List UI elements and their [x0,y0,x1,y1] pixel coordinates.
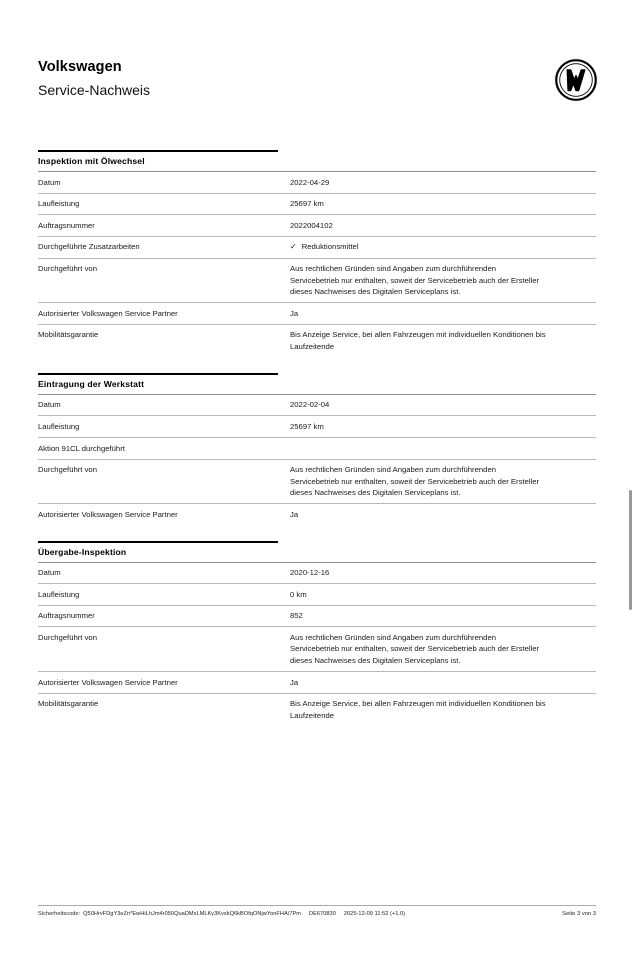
row-value-checked [290,236,596,258]
row-label: Auftragsnummer [38,611,95,621]
table-row [38,258,596,303]
table-row [38,672,596,694]
row-value-block [290,324,596,357]
row-label: Durchgeführt von [38,465,97,475]
scrollbar[interactable] [629,490,632,610]
row-value-line: Servicebetrieb nur enthalten, soweit der Servicebetrieb auch der Ersteller [290,476,540,486]
checkmark-icon: ✓ [290,242,297,252]
row-value-block [290,459,596,504]
section-title: Übergabe-Inspektion [38,546,127,557]
table-row [38,193,596,215]
row-value: Ja [290,308,299,318]
footer-page-number: Seite 3 von 3 [562,911,596,917]
document-footer [38,905,596,917]
row-value: 25697 km [290,421,324,431]
footer-document-id: DE670830 [309,911,336,917]
row-label: Laufleistung [38,421,80,431]
row-value: Ja [290,677,299,687]
row-label: Durchgeführt von [38,264,97,274]
row-label: Mobilitätsgarantie [38,699,99,709]
table-row [38,504,596,525]
row-value-line: Aus rechtlichen Gründen sind Angaben zum durchführenden [290,264,496,274]
document-body [38,150,596,742]
row-label: Datum [38,568,61,578]
section-table [38,171,596,357]
brand-name: Volkswagen [38,59,122,75]
row-value-line: Bis Anzeige Service, bei allen Fahrzeugen mit individuellen Konditionen bis [290,330,546,340]
row-value-line: Bis Anzeige Service, bei allen Fahrzeugen mit individuellen Konditionen bis [290,699,546,709]
table-row [38,236,596,258]
row-value-line: Aus rechtlichen Gründen sind Angaben zum durchführenden [290,465,496,475]
row-value: 0 km [290,589,307,599]
row-value-line: Laufzeitende [290,341,335,351]
section-heading-rule [38,541,278,562]
row-value-line: Aus rechtlichen Gründen sind Angaben zum durchführenden [290,632,496,642]
table-row [38,172,596,194]
section-heading-rule [38,150,278,171]
footer-code-value: Q50HrvFDgY3eZn*EwHiLhJm4r050QuaDMxLMLKy3KvxkQ6kBOfqONjwYonFHA/7Pm [83,911,302,917]
table-row [38,324,596,357]
table-row [38,693,596,726]
document-subtitle: Service-Nachweis [38,82,151,99]
row-value-block [290,627,596,672]
table-row [38,416,596,438]
table-row [38,459,596,504]
row-value-line: Servicebetrieb nur enthalten, soweit der Servicebetrieb auch der Ersteller [290,644,540,654]
row-label: Autorisierter Volkswagen Service Partner [38,308,178,318]
row-value-line: dieses Nachweises des Digitalen Serviceplans ist. [290,655,461,665]
row-label: Laufleistung [38,589,80,599]
vw-logo-icon [554,58,598,102]
row-label: Autorisierter Volkswagen Service Partner [38,509,178,519]
row-value-line: Servicebetrieb nur enthalten, soweit der Servicebetrieb auch der Ersteller [290,275,540,285]
row-label: Mobilitätsgarantie [38,330,99,340]
table-row [38,627,596,672]
section-heading-rule [38,373,278,394]
footer-code-label: Sicherheitscode: [38,911,81,917]
footer-timestamp: 2025-12-09 11:52 (+1.0) [343,911,406,917]
row-value: Ja [290,509,299,519]
row-value-line: dieses Nachweises des Digitalen Serviceplans ist. [290,287,461,297]
row-value-block [290,258,596,303]
row-label: Durchgeführte Zusatzarbeiten [38,242,140,252]
row-value-line: dieses Nachweises des Digitalen Serviceplans ist. [290,488,461,498]
row-label: Durchgeführt von [38,632,97,642]
row-label: Laufleistung [38,199,80,209]
table-row [38,438,596,460]
row-value: 2022-02-04 [290,400,330,410]
section-title: Inspektion mit Ölwechsel [38,156,145,166]
row-value-line: Laufzeitende [290,710,335,720]
table-row [38,584,596,606]
table-row [38,215,596,237]
section-uebergabe-inspektion [38,541,596,726]
row-label: Datum [38,177,61,187]
row-value: 2022004102 [290,220,333,230]
row-value: 2020-12-16 [290,568,330,578]
table-row [38,605,596,627]
table-row [38,303,596,325]
table-row [38,562,596,584]
table-row [38,394,596,416]
row-label: Autorisierter Volkswagen Service Partner [38,677,178,687]
row-value: 25697 km [290,199,324,209]
section-table [38,394,596,525]
row-value-block [290,693,596,726]
row-label: Datum [38,400,61,410]
row-value: 852 [290,611,303,621]
row-value: 2022-04-29 [290,177,330,187]
row-value: Reduktionsmittel [301,242,359,252]
row-label: Auftragsnummer [38,220,95,230]
footer-security-code [38,911,405,917]
section-title: Eintragung der Werkstatt [38,378,145,389]
section-eintragung-der-werkstatt [38,373,596,525]
section-table [38,562,596,726]
row-label: Aktion 91CL durchgeführt [38,443,125,453]
document-header [38,58,598,118]
section-inspektion-mit-oelwechsel [38,150,596,357]
